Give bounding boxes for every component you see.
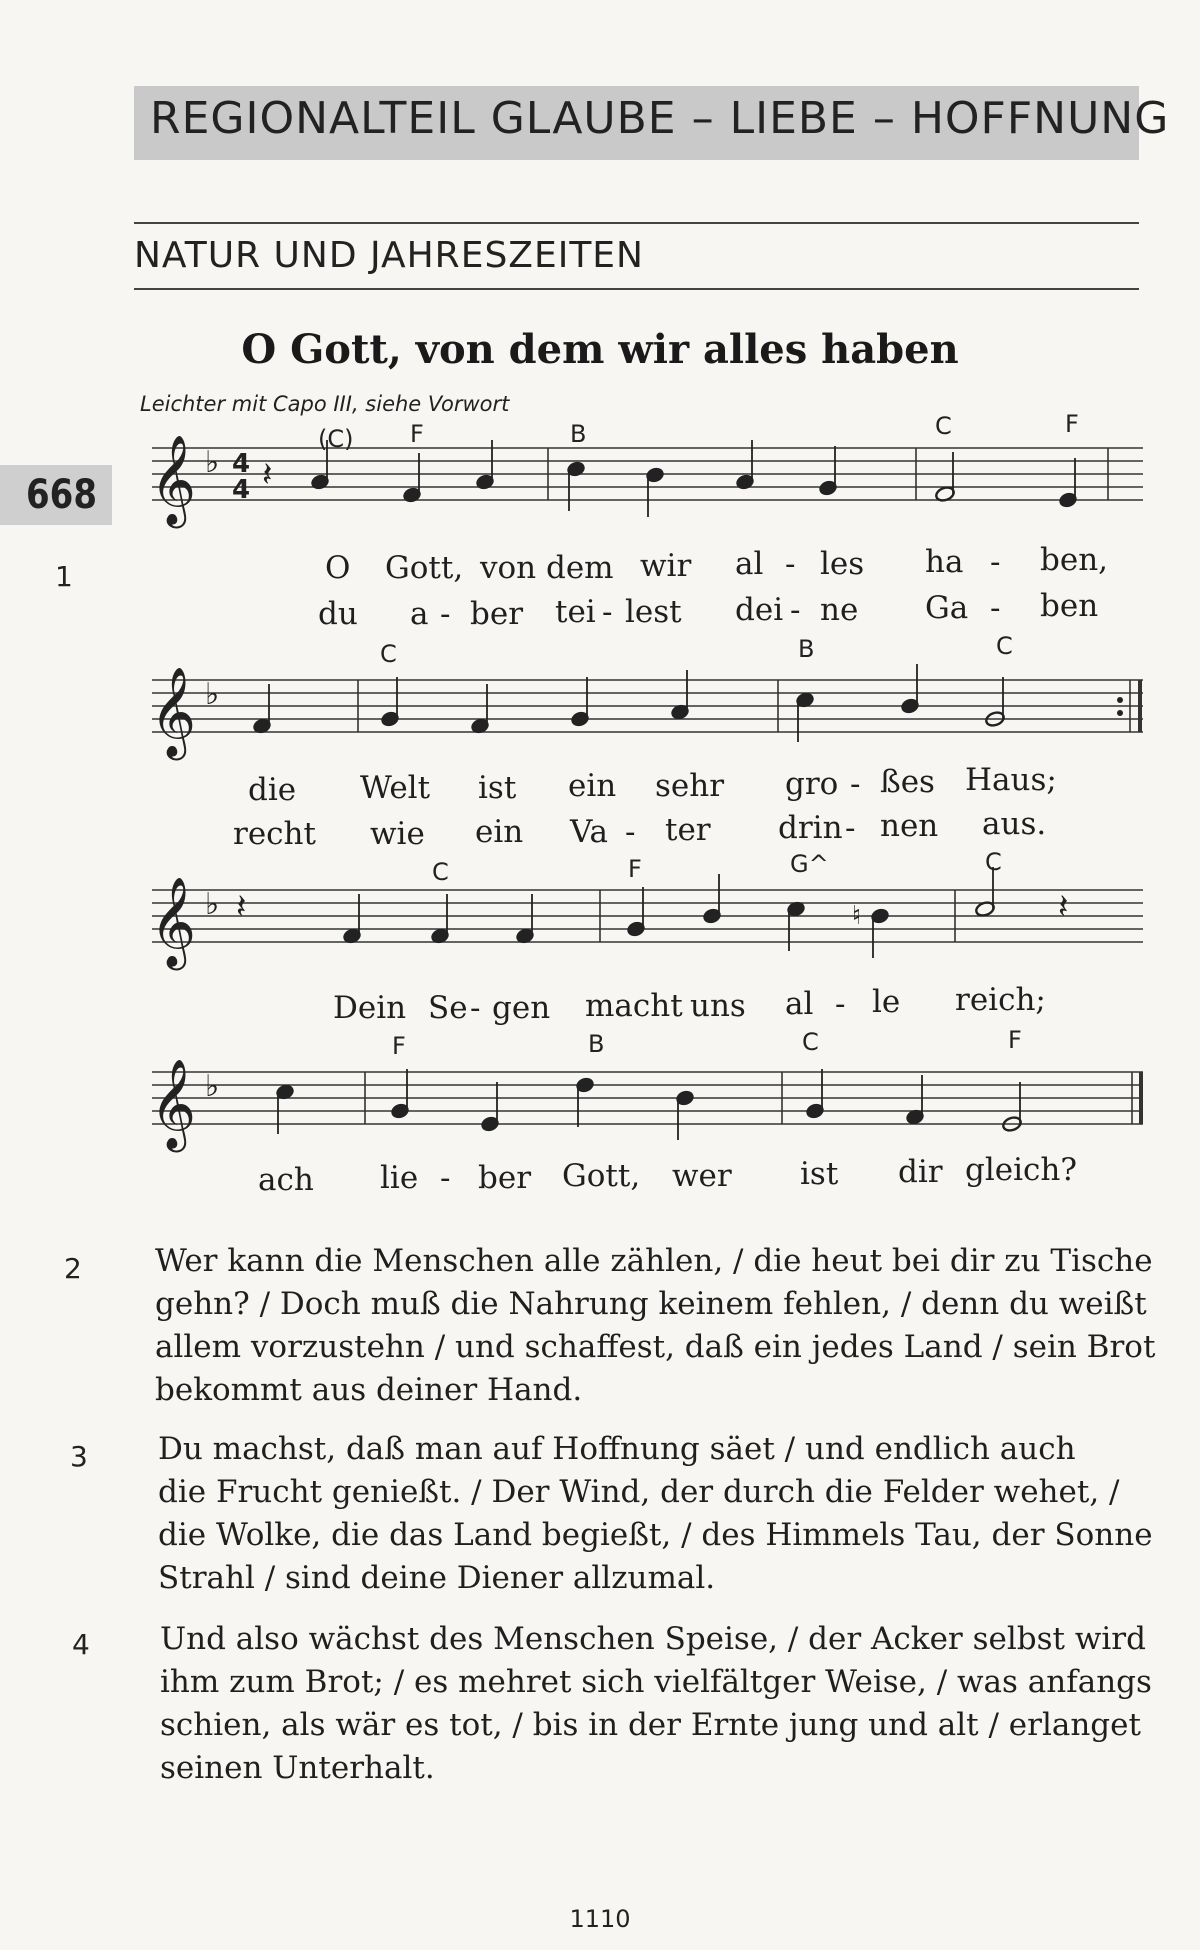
- lyric-syllable: macht: [585, 988, 683, 1024]
- lyric-hyphen: -: [850, 766, 861, 802]
- lyric-syllable: ach: [258, 1162, 314, 1198]
- lyric-syllable: sehr: [655, 768, 725, 804]
- chord-label: C: [996, 632, 1013, 660]
- capo-note: Leichter mit Capo III, siehe Vorwort: [140, 392, 510, 416]
- lyric-syllable: ter: [665, 812, 711, 848]
- verse-number-1: 1: [55, 560, 73, 593]
- staff-system-4: [152, 1072, 1143, 1124]
- treble-clef-2: 𝄞: [150, 667, 197, 757]
- lyric-syllable: du: [318, 596, 358, 632]
- lyric-syllable: die: [248, 772, 297, 808]
- lyric-hyphen: -: [602, 594, 613, 630]
- lyric-hyphen: -: [625, 814, 636, 850]
- verse-number-3: 3: [70, 1440, 88, 1473]
- lyric-syllable: ein: [568, 768, 617, 804]
- header-title: REGIONALTEIL GLAUBE – LIEBE – HOFFNUNG: [150, 93, 1170, 144]
- verse-line: die Frucht genießt. / Der Wind, der durch die Felder wehet, /: [158, 1474, 1120, 1510]
- lyric-syllable: al: [785, 986, 814, 1022]
- chord-label: B: [588, 1030, 605, 1058]
- quarter-rest-3: 𝄽: [1058, 887, 1069, 927]
- repeat-dot: [1117, 710, 1123, 716]
- verse-line: bekommt aus deiner Hand.: [155, 1372, 583, 1408]
- natural-sign: ♮: [852, 901, 862, 931]
- verse-2-text: [155, 1240, 1160, 1412]
- verse-line: ihm zum Brot; / es mehret sich vielfältger Weise, / was anfangs: [160, 1664, 1152, 1700]
- lyric-syllable: uns: [690, 988, 746, 1024]
- verse-3-text: [158, 1428, 1163, 1600]
- treble-clef-4: 𝄞: [150, 1059, 197, 1149]
- lyric-syllable: gro: [785, 766, 839, 802]
- section-title: NATUR UND JAHRESZEITEN: [134, 235, 644, 276]
- treble-clef-1: 𝄞: [150, 435, 197, 525]
- lyric-syllable: ber: [478, 1160, 532, 1196]
- repeat-dot: [1117, 697, 1123, 703]
- page-number: 1110: [569, 1905, 631, 1933]
- time-sig-numerator: 4: [232, 449, 251, 479]
- chord-label: (C): [318, 425, 354, 453]
- chord-label: C: [432, 858, 449, 886]
- verse-4-text: [160, 1618, 1165, 1790]
- lyric-hyphen: -: [845, 810, 856, 846]
- lyric-hyphen: -: [990, 590, 1001, 626]
- lyric-syllable: aus.: [982, 806, 1047, 842]
- chord-label: F: [392, 1032, 406, 1060]
- verse-number-2: 2: [64, 1252, 82, 1285]
- lyric-syllable: ist: [800, 1156, 839, 1192]
- lyric-syllable: ne: [820, 592, 859, 628]
- lyric-hyphen: -: [440, 1160, 451, 1196]
- verse-line: Wer kann die Menschen alle zählen, / die heut bei dir zu Tische: [155, 1243, 1153, 1279]
- lyric-syllable: Se: [428, 990, 468, 1026]
- lyric-syllable: le: [872, 984, 901, 1020]
- verse-line: schien, als wär es tot, / bis in der Ernte jung und alt / erlanget: [160, 1707, 1141, 1743]
- lyric-syllable: Welt: [360, 770, 431, 806]
- verse-line: seinen Unterhalt.: [160, 1750, 435, 1786]
- lyric-syllable: recht: [233, 816, 316, 852]
- lyric-syllable: ßes: [880, 764, 935, 800]
- lyric-syllable: wer: [672, 1158, 732, 1194]
- flat-sign-2: ♭: [205, 677, 220, 712]
- lyric-syllable: ha: [925, 544, 964, 580]
- chord-label: G^: [790, 850, 829, 878]
- chord-label: F: [628, 855, 642, 883]
- chord-label: C: [380, 640, 397, 668]
- lyric-syllable: von dem: [480, 550, 614, 586]
- lyric-syllable: nen: [880, 808, 939, 844]
- lyric-syllable: dir: [898, 1154, 943, 1190]
- verse-line: allem vorzustehn / und schaffest, daß ein jedes Land / sein Brot: [155, 1329, 1156, 1365]
- lyric-hyphen: -: [790, 592, 801, 628]
- lyric-hyphen: -: [440, 596, 451, 632]
- chord-label: C: [935, 412, 952, 440]
- lyric-hyphen: -: [835, 986, 846, 1022]
- lyric-syllable: ben,: [1040, 542, 1109, 578]
- chord-label: C: [802, 1028, 819, 1056]
- verse-number-4: 4: [72, 1628, 90, 1661]
- verse-line: Strahl / sind deine Diener allzumal.: [158, 1560, 716, 1596]
- lyric-syllable: dei: [735, 592, 784, 628]
- chord-label: B: [570, 420, 587, 448]
- lyric-syllable: gleich?: [965, 1152, 1077, 1188]
- time-sig-denominator: 4: [232, 475, 251, 505]
- lyric-syllable: Haus;: [965, 762, 1057, 798]
- lyric-syllable: wir: [640, 548, 692, 584]
- lyric-syllable: Gott,: [562, 1158, 641, 1194]
- quarter-rest-1: 𝄽: [262, 455, 273, 495]
- lyric-syllable: ben: [1040, 588, 1099, 624]
- flat-sign-1: ♭: [205, 445, 220, 480]
- lyric-syllable: lie: [380, 1160, 419, 1196]
- lyric-syllable: a: [410, 596, 429, 632]
- treble-clef-3: 𝄞: [150, 877, 197, 967]
- verse-line: gehn? / Doch muß die Nahrung keinem fehlen, / denn du weißt: [155, 1286, 1147, 1322]
- lyric-hyphen: -: [990, 544, 1001, 580]
- song-number: 668: [26, 472, 97, 518]
- staff-system-3: [152, 890, 1143, 942]
- lyric-syllable: ein: [475, 814, 524, 850]
- lyric-syllable: Ga: [925, 590, 969, 626]
- lyric-syllable: Va: [570, 814, 609, 850]
- lyric-syllable: wie: [370, 816, 425, 852]
- chord-label: B: [798, 635, 815, 663]
- lyric-syllable: tei: [555, 594, 596, 630]
- lyric-hyphen: -: [785, 546, 796, 582]
- verse-line: Du machst, daß man auf Hoffnung säet / und endlich auch: [158, 1431, 1076, 1467]
- lyric-syllable: O: [325, 550, 351, 586]
- lyric-syllable: reich;: [955, 982, 1046, 1018]
- lyric-syllable: les: [820, 546, 865, 582]
- chord-label: F: [1065, 410, 1079, 438]
- lyric-syllable: lest: [625, 594, 682, 630]
- lyric-syllable: gen: [492, 990, 551, 1026]
- lyric-syllable: Dein: [333, 990, 407, 1026]
- lyric-syllable: al: [735, 546, 764, 582]
- chord-label: C: [985, 848, 1002, 876]
- lyric-hyphen: -: [470, 990, 481, 1026]
- verse-line: die Wolke, die das Land begießt, / des Himmels Tau, der Sonne: [158, 1517, 1153, 1553]
- lyric-syllable: ber: [470, 596, 524, 632]
- song-title: O Gott, von dem wir alles haben: [241, 326, 959, 373]
- flat-sign-3: ♭: [205, 887, 220, 922]
- chord-label: F: [1008, 1026, 1022, 1054]
- lyric-syllable: ist: [478, 770, 517, 806]
- chord-label: F: [410, 420, 424, 448]
- lyric-syllable: Gott,: [385, 550, 464, 586]
- lyric-syllable: drin: [778, 810, 843, 846]
- verse-line: Und also wächst des Menschen Speise, / der Acker selbst wird: [160, 1621, 1146, 1657]
- quarter-rest-2: 𝄽: [236, 887, 247, 927]
- flat-sign-4: ♭: [205, 1069, 220, 1104]
